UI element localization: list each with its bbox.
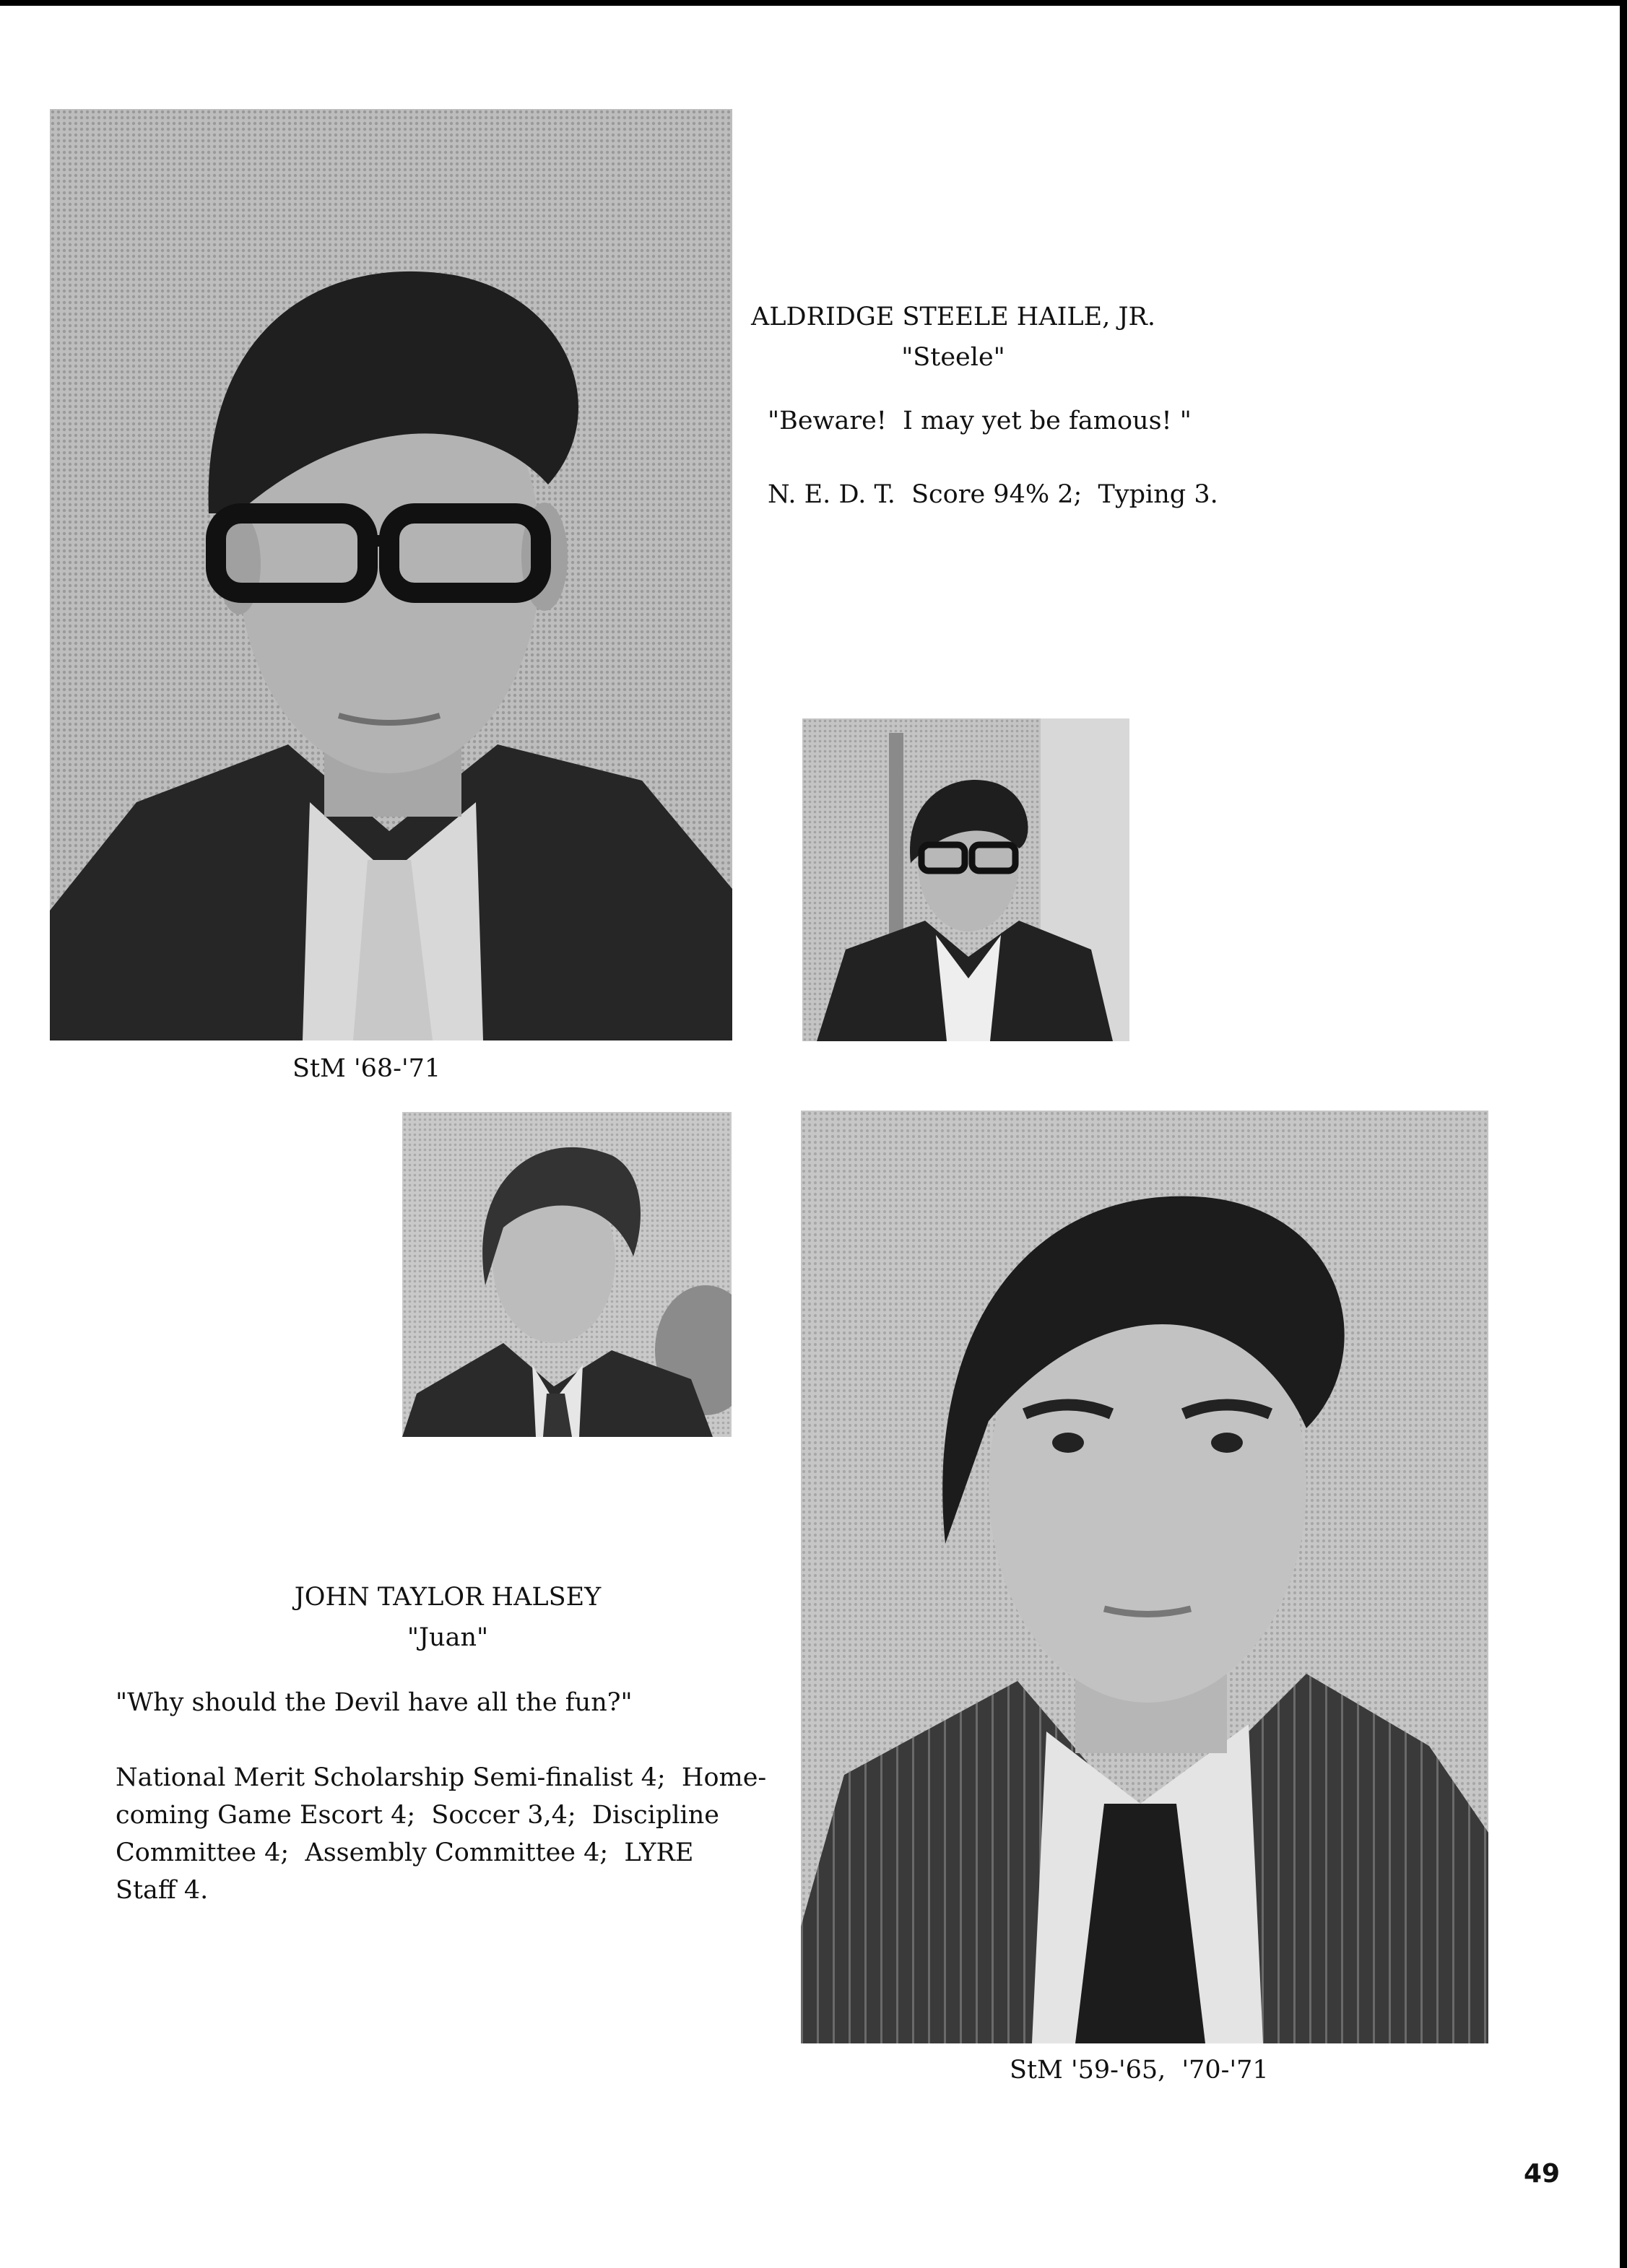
halsey-nickname: "Juan" <box>407 1623 489 1652</box>
halsey-quote: "Why should the Devil have all the fun?" <box>116 1688 633 1717</box>
haile-activities: N. E. D. T. Score 94% 2; Typing 3. <box>768 480 1218 509</box>
halsey-years: StM '59-'65, '70-'71 <box>1010 2056 1269 2085</box>
page-border-right <box>1620 0 1627 2268</box>
haile-years: StM '68-'71 <box>292 1054 441 1083</box>
halsey-activities-line: coming Game Escort 4; Soccer 3,4; Discipline <box>116 1801 719 1830</box>
halsey-activities-line: National Merit Scholarship Semi-finalist 4; Home- <box>116 1763 767 1792</box>
halsey-candid-photo <box>402 1112 732 1437</box>
page-border-top <box>0 0 1627 6</box>
haile-nickname: "Steele" <box>901 343 1005 372</box>
halsey-activities-line: Committee 4; Assembly Committee 4; LYRE <box>116 1838 694 1867</box>
page-number: 49 <box>1524 2159 1561 2189</box>
haile-portrait-photo <box>50 109 732 1040</box>
haile-candid-photo <box>802 718 1129 1041</box>
halsey-portrait-photo <box>801 1111 1488 2043</box>
haile-quote: "Beware! I may yet be famous! " <box>768 407 1192 435</box>
haile-name: ALDRIDGE STEELE HAILE, JR. <box>751 303 1155 331</box>
halsey-name: JOHN TAYLOR HALSEY <box>294 1583 602 1612</box>
halsey-activities-line: Staff 4. <box>116 1876 209 1905</box>
